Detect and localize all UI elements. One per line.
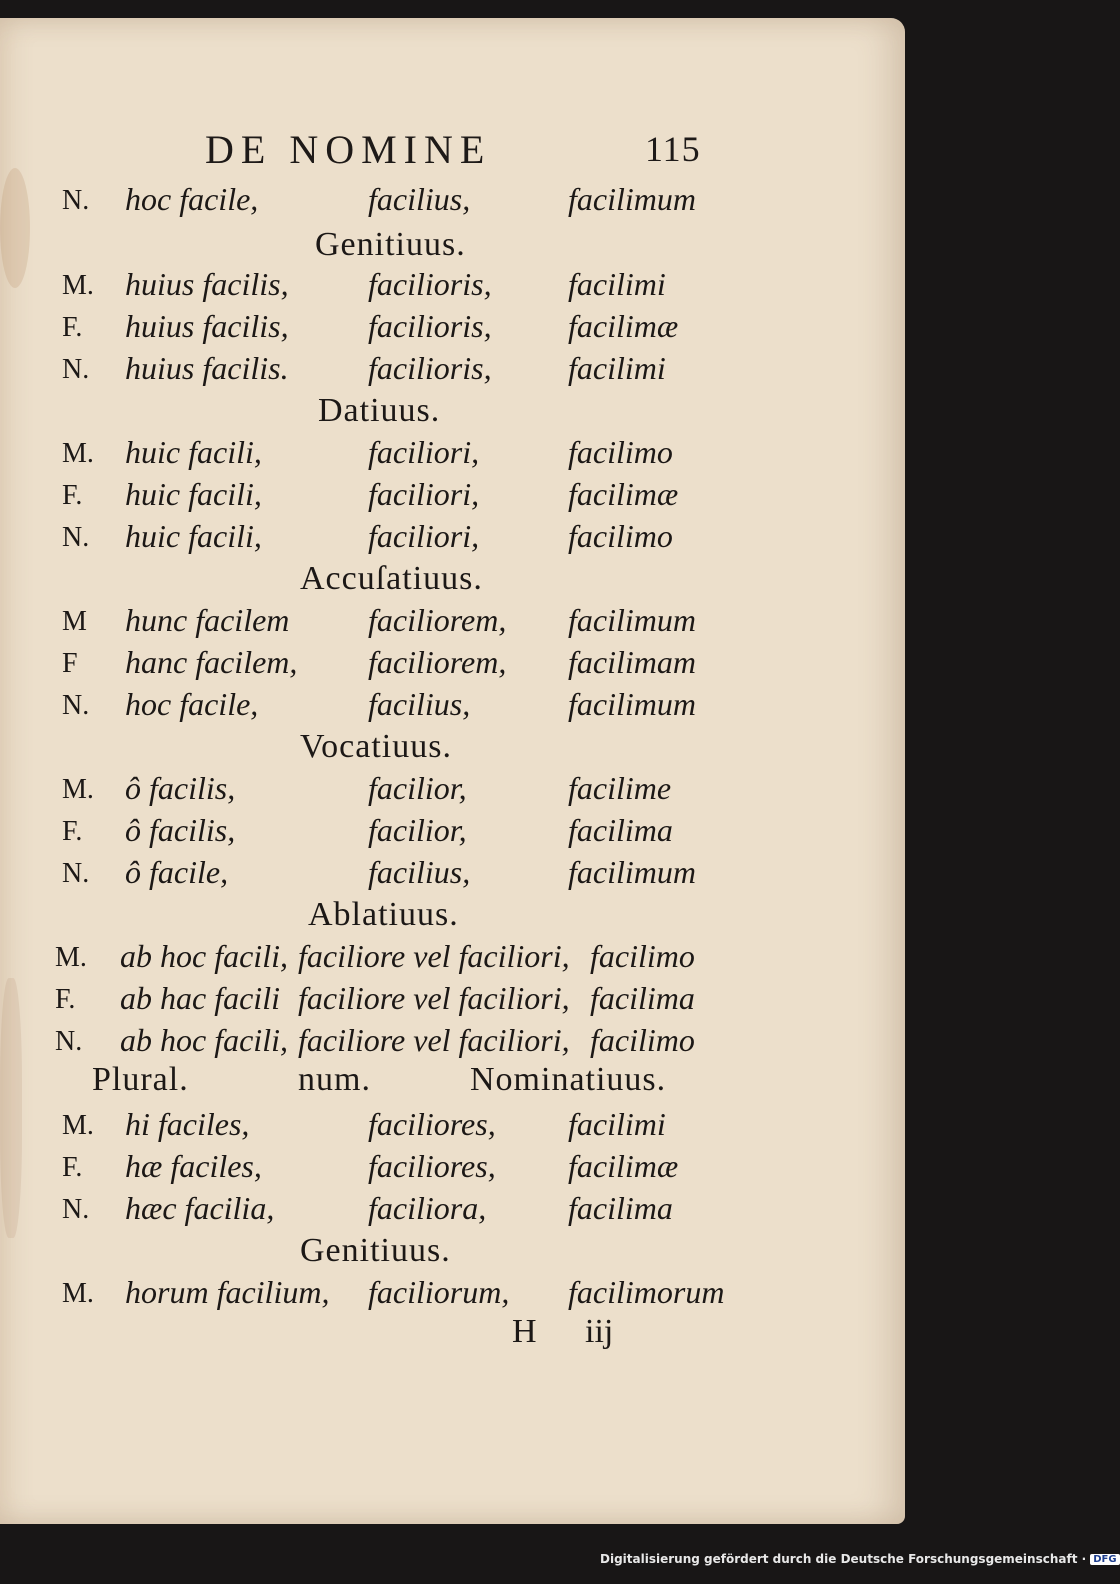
gender-label: M. bbox=[55, 942, 87, 973]
running-head: DE NOMINE bbox=[205, 127, 492, 172]
gender-label: M. bbox=[62, 1278, 94, 1309]
superlative-form: facilima bbox=[568, 1190, 673, 1226]
superlative-form: facilimæ bbox=[568, 1148, 679, 1184]
superlative-form: facilimum bbox=[568, 686, 696, 722]
superlative-form: facilimum bbox=[568, 602, 696, 638]
case-heading: Datiuus. bbox=[318, 392, 441, 429]
superlative-form: facilimæ bbox=[568, 476, 679, 512]
comparative-form: facilioris, bbox=[368, 308, 492, 344]
positive-form: huius facilis, bbox=[125, 308, 289, 344]
gender-label: N. bbox=[62, 858, 90, 889]
comparative-form: facilioris, bbox=[368, 266, 492, 302]
comparative-form: faciliori, bbox=[368, 476, 480, 512]
book-page bbox=[0, 18, 905, 1524]
comparative-form: facilioris, bbox=[368, 350, 492, 386]
comparative-form: faciliore vel faciliori, bbox=[298, 1022, 570, 1058]
case-heading: Vocatiuus. bbox=[300, 728, 452, 765]
gender-label: M. bbox=[62, 774, 94, 805]
gender-label: N. bbox=[62, 185, 90, 216]
gender-label: N. bbox=[62, 354, 90, 385]
positive-form: ô facilis, bbox=[125, 770, 236, 806]
superlative-form: facilimam bbox=[568, 644, 696, 680]
comparative-form: facilior, bbox=[368, 812, 467, 848]
gender-label: F. bbox=[62, 480, 83, 511]
plural-heading: num. bbox=[298, 1061, 371, 1098]
comparative-form: faciliore vel faciliori, bbox=[298, 938, 570, 974]
superlative-form: facilimorum bbox=[568, 1274, 725, 1310]
comparative-form: facilior, bbox=[368, 770, 467, 806]
gender-label: M. bbox=[62, 1110, 94, 1141]
case-heading: Accuſatiuus. bbox=[300, 560, 483, 597]
positive-form: hanc facilem, bbox=[125, 644, 298, 680]
comparative-form: facilius, bbox=[368, 854, 471, 890]
positive-form: huic facili, bbox=[125, 434, 262, 470]
positive-form: hunc facilem bbox=[125, 602, 290, 638]
gender-label: N. bbox=[55, 1026, 83, 1057]
page-number: 115 bbox=[645, 129, 701, 169]
positive-form: horum facilium, bbox=[125, 1274, 330, 1310]
comparative-form: faciliores, bbox=[368, 1106, 496, 1142]
comparative-form: faciliori, bbox=[368, 434, 480, 470]
superlative-form: facilima bbox=[590, 980, 695, 1016]
positive-form: huius facilis. bbox=[125, 350, 289, 386]
superlative-form: facilimum bbox=[568, 854, 696, 890]
case-heading: Genitiuus. bbox=[300, 1232, 451, 1269]
comparative-form: faciliorem, bbox=[368, 602, 507, 638]
comparative-form: faciliorum, bbox=[368, 1274, 510, 1310]
positive-form: huic facili, bbox=[125, 518, 262, 554]
superlative-form: facilimo bbox=[568, 434, 673, 470]
positive-form: hoc facile, bbox=[125, 686, 259, 722]
gender-label: M. bbox=[62, 270, 94, 301]
signature-numeral: iij bbox=[585, 1313, 614, 1350]
case-heading: Ablatiuus. bbox=[308, 896, 459, 933]
superlative-form: facilimum bbox=[568, 181, 696, 217]
gender-label: F. bbox=[62, 312, 83, 343]
dfg-logo: DFG bbox=[1090, 1554, 1119, 1565]
comparative-form: faciliore vel faciliori, bbox=[298, 980, 570, 1016]
gender-label: N. bbox=[62, 690, 90, 721]
positive-form: ab hoc facili, bbox=[120, 938, 288, 974]
superlative-form: facilimo bbox=[590, 1022, 695, 1058]
comparative-form: facilius, bbox=[368, 181, 471, 217]
plural-heading: Nominatiuus. bbox=[470, 1061, 667, 1098]
superlative-form: facilima bbox=[568, 812, 673, 848]
comparative-form: faciliori, bbox=[368, 518, 480, 554]
gender-label: F bbox=[62, 648, 78, 679]
paper-stain bbox=[0, 978, 22, 1238]
comparative-form: faciliora, bbox=[368, 1190, 487, 1226]
positive-form: huic facili, bbox=[125, 476, 262, 512]
positive-form: hæ faciles, bbox=[125, 1148, 262, 1184]
gender-label: N. bbox=[62, 1194, 90, 1225]
case-heading: Genitiuus. bbox=[315, 226, 466, 263]
gender-label: N. bbox=[62, 522, 90, 553]
paper-stain bbox=[0, 168, 30, 288]
gender-label: F. bbox=[62, 816, 83, 847]
positive-form: ab hac facili bbox=[120, 980, 280, 1016]
positive-form: hæc facilia, bbox=[125, 1190, 275, 1226]
signature-letter: H bbox=[512, 1313, 537, 1350]
superlative-form: facilimo bbox=[590, 938, 695, 974]
comparative-form: faciliores, bbox=[368, 1148, 496, 1184]
positive-form: ô facilis, bbox=[125, 812, 236, 848]
positive-form: hoc facile, bbox=[125, 181, 259, 217]
footer-text: Digitalisierung gefördert durch die Deutsche Forschungsgemeinschaft · bbox=[600, 1552, 1087, 1566]
positive-form: ô facile, bbox=[125, 854, 229, 890]
gender-label: M bbox=[62, 606, 87, 637]
superlative-form: facilimi bbox=[568, 266, 666, 302]
superlative-form: facilimo bbox=[568, 518, 673, 554]
positive-form: huius facilis, bbox=[125, 266, 289, 302]
comparative-form: faciliorem, bbox=[368, 644, 507, 680]
superlative-form: facilimi bbox=[568, 350, 666, 386]
digitization-credit bbox=[600, 1552, 1120, 1566]
gender-label: F. bbox=[62, 1152, 83, 1183]
gender-label: M. bbox=[62, 438, 94, 469]
plural-heading: Plural. bbox=[92, 1061, 189, 1098]
superlative-form: facilime bbox=[568, 770, 672, 806]
superlative-form: facilimi bbox=[568, 1106, 666, 1142]
comparative-form: facilius, bbox=[368, 686, 471, 722]
gender-label: F. bbox=[55, 984, 76, 1015]
positive-form: ab hoc facili, bbox=[120, 1022, 288, 1058]
superlative-form: facilimæ bbox=[568, 308, 679, 344]
positive-form: hi faciles, bbox=[125, 1106, 250, 1142]
